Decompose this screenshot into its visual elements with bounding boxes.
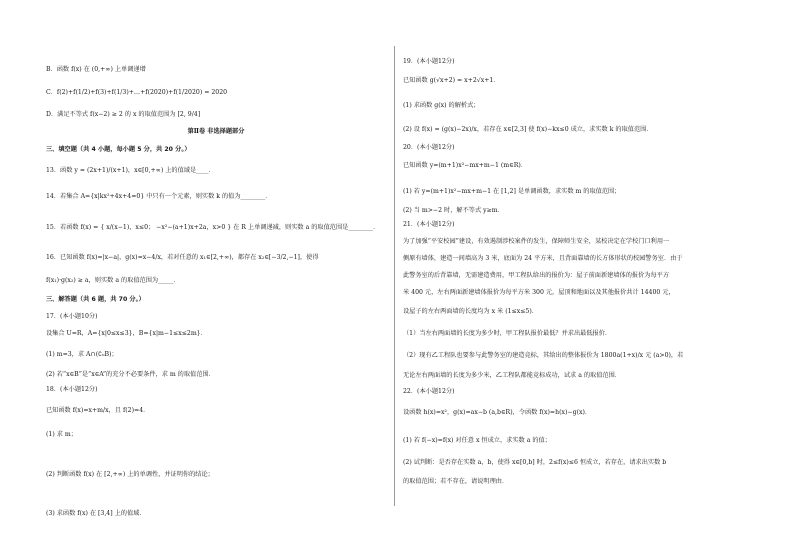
left-line: 第Ⅱ卷 非选择题部分: [187, 128, 245, 135]
right-line: 已知函数 y=(m+1)x²−mx+m−1 (m∈R)．: [403, 162, 527, 169]
right-line: 22．(本小题12分): [403, 388, 455, 395]
left-line: f(x₁)·g(x₂) ≥ a，则实数 a 的取值范围为_____．: [46, 277, 180, 284]
column-divider: [394, 46, 395, 506]
left-line: B．函数 f(x) 在 (0,+∞) 上单调递增: [46, 66, 146, 73]
left-line: 17．(本小题10分): [46, 313, 98, 320]
right-line: 此警务室的后背靠墙，无需建造费用，甲工程队给出的报价为：屋子前面新建墙体的报价为每平方: [403, 272, 670, 279]
right-line: (2) 当 m>−2 时，解不等式 y≥m．: [403, 207, 504, 214]
left-line: 设集合 U=R，A={x|0≤x≤3}，B={x|m−1≤x≤2m}．: [46, 330, 207, 337]
right-line: 的取值范围；若不存在，请说明理由．: [403, 478, 509, 485]
right-line: 无论左右两面墙的长度为多少米，乙工程队都能竞标成功，试求 a 的取值范围．: [403, 372, 621, 379]
left-line: (3) 求函数 f(x) 在 [3,4] 上的值域．: [46, 510, 146, 517]
left-line: D．满足不等式 f(x−2) ≥ 2 的 x 的取值范围为 [2, 9/4]: [46, 111, 201, 118]
right-line: (2) 设 f(x) = (g(x)−2x)/x，若存在 x∈[2,3] 使 f(x)−kx≤0 成立，求实数 k 的取值范围．: [403, 126, 653, 133]
right-line: 19．(本小题12分): [403, 58, 455, 65]
left-line: 13．函数 y = (2x+1)/(x+1)，x∈[0,+∞) 上的值域是____．: [46, 167, 215, 174]
right-line: 设屋子的左右两面墙的长度均为 x 米 (1≤x≤5)．: [403, 308, 538, 315]
left-line: 三、解答题（共 6 题，共 70 分。）: [46, 296, 145, 303]
left-line: (1) m=3，求 A∩(∁ᵤB)；: [46, 351, 118, 358]
left-line: (2) 若“x∈B”是“x∈A”的充分不必要条件，求 m 的取值范围．: [46, 371, 215, 378]
right-line: 米 400 元，左右两面新建墙体报价为每平方米 300 元，屋顶和地面以及其他报价共计 14400 元，: [403, 289, 675, 296]
left-line: 16．已知函数 f(x)=|x−a|，g(x)=x−4/x，若对任意的 x₁∈[2,+∞)，都存在 x₂∈[−3/2,−1]，使得: [46, 254, 319, 261]
right-line: 已知函数 g(√x+2) = x+2√x+1．: [403, 77, 500, 84]
left-line: C．f(2)+f(1/2)+f(3)+f(1/3)+…+f(2020)+f(1/2020) = 2020: [46, 89, 228, 96]
right-line: (1) 若 f(−x)=f(x) 对任意 x 恒成立，求实数 a 的值；: [403, 437, 551, 444]
left-line: 已知函数 f(x)=x+m/x，且 f(2)=4．: [46, 407, 150, 414]
right-line: (1) 若 y=(m+1)x²−mx+m−1 在 [1,2] 是单调函数，求实数 m 的取值范围；: [403, 188, 621, 195]
left-line: 18．(本小题12分): [46, 386, 98, 393]
left-line: 三、填空题（共 4 小题，每小题 5 分，共 20 分。）: [46, 146, 191, 153]
right-line: 为了加强“平安校园”建设，有效遏制涉校案件的发生，保障师生安全，某校决定在学校门口利用一: [403, 238, 670, 245]
right-line: （1）当左右两面墙的长度为多少时，甲工程队报价最低？并求出最低报价．: [403, 330, 612, 337]
left-line: 15．若函数 f(x) = { x/(x−1)，x≤0； −x²−(a+1)x+2a，x>0 } 在 R 上单调递减，则实数 a 的取值范围是________．: [46, 224, 380, 231]
left-line: (2) 判断函数 f(x) 在 [2,+∞) 上的单调性，并证明你的结论；: [46, 471, 214, 478]
right-line: 20．(本小题12分): [403, 144, 455, 151]
right-line: 设函数 h(x)=x²，g(x)=ax−b (a,b∈R)，令函数 f(x)=h(x)−g(x)．: [403, 409, 592, 416]
right-line: (2) 试判断：是否存在实数 a，b，使得 x∈[0,b] 时，2≤f(x)≤6 恒成立，若存在，请求出实数 b: [403, 459, 667, 466]
right-line: 侧原有墙体，建造一间墙高为 3 米，底面为 24 平方米，且背面靠墙的长方体形状的校园警务室．由于: [403, 255, 683, 262]
left-line: (1) 求 m；: [46, 431, 77, 438]
right-line: 21．(本小题12分): [403, 221, 455, 228]
left-line: 14．若集合 A={x|kx²+4x+4=0} 中只有一个元素，则实数 k 的值为________．: [46, 193, 272, 200]
right-line: （2）现有乙工程队也要参与此警务室的建造竞标，其给出的整体报价为 1800a(1+x)/x 元 (a>0)，若: [403, 352, 684, 359]
right-line: (1) 求函数 g(x) 的解析式；: [403, 102, 480, 109]
